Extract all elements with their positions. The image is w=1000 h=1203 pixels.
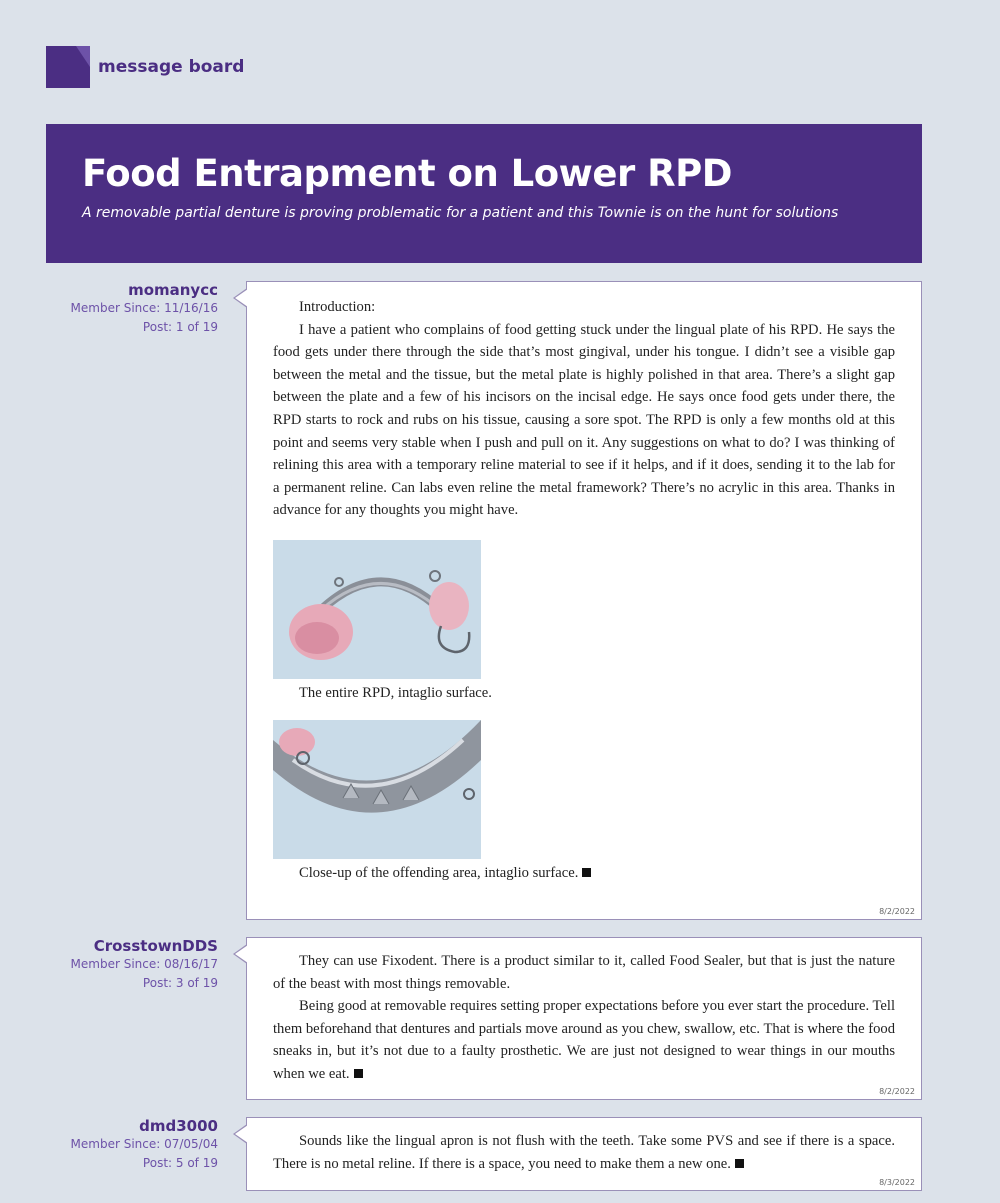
post-bubble — [246, 937, 922, 1100]
section-tag — [46, 46, 244, 88]
section-tag-label: message board — [98, 57, 245, 77]
post-author — [18, 1117, 218, 1173]
photo-caption — [247, 865, 921, 882]
article-subtitle: A removable partial denture is proving problematic for a patient and this Townie is on the hunt for solutions — [82, 205, 839, 221]
photo-caption: The entire RPD, intaglio surface. — [299, 684, 492, 701]
post-heading: Introduction: — [299, 299, 376, 315]
post-paragraph-text: Being good at removable requires setting proper expectations before you ever start the procedure. Tell them beforehand that dentures and partials move around as you chew, swallow, etc. That is where the food sneaks in, but it’s not due to a faulty prosthetic. We are just not designed to wear things in our mouths when we eat. — [273, 998, 895, 1082]
username[interactable]: CrosstownDDS — [93, 937, 218, 955]
post-date: 8/2/2022 — [879, 907, 915, 916]
post-body — [247, 282, 921, 522]
end-mark-icon — [582, 868, 591, 877]
end-mark-icon — [354, 1069, 363, 1078]
post-bubble — [246, 1117, 922, 1191]
post-paragraph: They can use Fixodent. There is a product similar to it, called Food Sealer, but that is just the nature of the beast with most things removable. — [273, 953, 895, 992]
member-since: Member Since: 07/05/04 — [70, 1137, 218, 1151]
username[interactable]: momanycc — [128, 281, 218, 299]
post-count: Post: 3 of 19 — [142, 976, 218, 990]
post-date: 8/3/2022 — [879, 1178, 915, 1187]
post-paragraph — [273, 995, 895, 1085]
photo-caption-text: Close-up of the offending area, intaglio surface. — [299, 864, 579, 881]
rpd-photo-entire-image — [273, 540, 481, 679]
post-paragraph: I have a patient who complains of food getting stuck under the lingual plate of his RPD. He says the food gets under there through the side that’s most gingival, under his tongue. I didn’t see a visible gap between the metal and the tissue, but the metal plate is highly polished in that area. There’s a slight gap between the plate and a few of his incisors on the incisal edge. He says once food gets under there, the RPD starts to rock and rubs on his tissue, causing a sore spot. The RPD is only a few months old at this point and seems very stable when I push and pull on it. Any suggestions on what to do? I was thinking of relining this area with a temporary reline material to see if it helps, and if it does, sending it to the lab for a permanent reline. Can labs even reline the metal framework? There’s no acrylic in this area. Thanks in advance for any thoughts you might have. — [273, 321, 895, 519]
member-since: Member Since: 08/16/17 — [70, 957, 218, 971]
article-title: Food Entrapment on Lower RPD — [82, 152, 732, 195]
post-date: 8/2/2022 — [879, 1087, 915, 1096]
section-tag-square — [46, 46, 90, 88]
post-paragraph — [273, 1130, 895, 1175]
rpd-photo-entire — [273, 540, 481, 679]
post-author — [18, 937, 218, 993]
end-mark-icon — [735, 1159, 744, 1168]
post-paragraph-text: Sounds like the lingual apron is not flush with the teeth. Take some PVS and see if there is a space. There is no metal reline. If there is a space, you need to make them a new one. — [273, 1133, 895, 1172]
post-count: Post: 1 of 19 — [142, 320, 218, 334]
article-banner — [46, 124, 922, 263]
post-count: Post: 5 of 19 — [142, 1156, 218, 1170]
post-bubble — [246, 281, 922, 920]
rpd-photo-closeup-image — [273, 720, 481, 859]
username[interactable]: dmd3000 — [139, 1117, 218, 1135]
post-body — [247, 1118, 921, 1175]
post-body — [247, 938, 921, 1086]
post-author — [18, 281, 218, 337]
rpd-photo-closeup — [273, 720, 481, 859]
member-since: Member Since: 11/16/16 — [70, 301, 218, 315]
